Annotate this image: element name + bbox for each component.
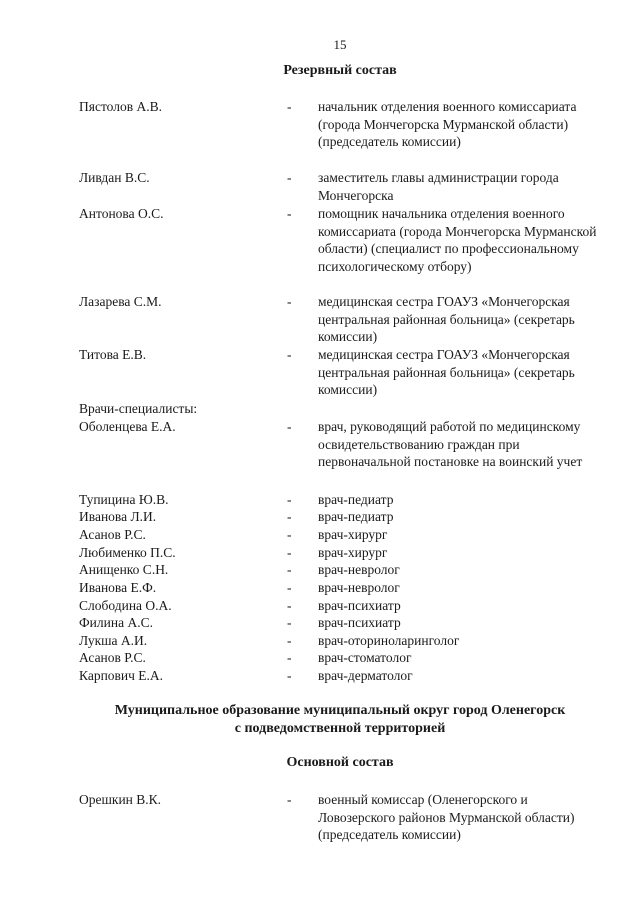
dash-separator: - xyxy=(287,294,292,309)
municipality-heading: Муниципальное образование муниципальный округ город Оленегорск xyxy=(114,703,566,718)
doctor-name: Лукша А.И. xyxy=(79,633,148,648)
doctor-name: Асанов Р.С. xyxy=(79,650,146,665)
member-name: Пястолов А.В. xyxy=(79,99,162,114)
doctor-role: врач, руководящий работой по медицинскому освидетельствованию граждан при первоначальной постановке на воинский учет xyxy=(318,419,583,470)
doctor-name: Слободина О.А. xyxy=(79,598,172,613)
member-role: медицинская сестра ГОАУЗ «Мончегорская центральная районная больница» (секретарь комиссии) xyxy=(318,294,575,345)
member-name: Титова Е.В. xyxy=(79,347,147,362)
doctor-role: врач-оториноларинголог xyxy=(318,633,460,648)
doctor-name: Иванова Е.Ф. xyxy=(79,580,157,595)
dash-separator: - xyxy=(287,562,292,577)
doctor-name: Иванова Л.И. xyxy=(79,509,157,524)
dash-separator: - xyxy=(287,206,292,221)
dash-separator: - xyxy=(287,650,292,665)
doctor-role: врач-хирург xyxy=(318,545,388,560)
member-name: Антонова О.С. xyxy=(79,206,164,221)
dash-separator: - xyxy=(287,598,292,613)
doctor-role: врач-невролог xyxy=(318,562,400,577)
doctor-name: Любименко П.С. xyxy=(79,545,176,560)
dash-separator: - xyxy=(287,792,292,807)
member-role: заместитель главы администрации города Мончегорска xyxy=(318,170,559,203)
dash-separator: - xyxy=(287,347,292,362)
dash-separator: - xyxy=(287,668,292,683)
doctor-role: врач-хирург xyxy=(318,527,388,542)
member-name: Орешкин В.К. xyxy=(79,792,162,807)
doctor-name: Анищенко С.Н. xyxy=(79,562,169,577)
dash-separator: - xyxy=(287,170,292,185)
doctor-role: врач-педиатр xyxy=(318,492,394,507)
dash-separator: - xyxy=(287,492,292,507)
member-name: Ливдан В.С. xyxy=(79,170,150,185)
dash-separator: - xyxy=(287,615,292,630)
doctor-name: Асанов Р.С. xyxy=(79,527,146,542)
doctors-label: Врачи-специалисты: xyxy=(79,401,198,416)
dash-separator: - xyxy=(287,527,292,542)
doctor-name: Филина А.С. xyxy=(79,615,153,630)
doctor-role: врач-дерматолог xyxy=(318,668,413,683)
dash-separator: - xyxy=(287,509,292,524)
doctor-role: врач-психиатр xyxy=(318,615,401,630)
member-role: начальник отделения военного комиссариата (города Мончегорска Мурманской области) (председатель комиссии) xyxy=(318,99,577,150)
member-role: медицинская сестра ГОАУЗ «Мончегорская центральная районная больница» (секретарь комиссии) xyxy=(318,347,575,398)
doctor-name: Оболенцева Е.А. xyxy=(79,419,176,434)
dash-separator: - xyxy=(287,419,292,434)
reserve-heading: Резервный состав xyxy=(283,63,397,78)
dash-separator: - xyxy=(287,580,292,595)
doctor-role: врач-педиатр xyxy=(318,509,394,524)
member-name: Лазарева С.М. xyxy=(79,294,162,309)
member-role: помощник начальника отделения военного комиссариата (города Мончегорска Мурманской области) (специалист по профессиональному психологическому отбору) xyxy=(318,206,597,274)
member-role: военный комиссар (Оленегорского и Ловозерского районов Мурманской области) (председатель комиссии) xyxy=(318,792,575,843)
page-number: 15 xyxy=(333,37,347,52)
dash-separator: - xyxy=(287,633,292,648)
municipality-heading-line2: с подведомственной территорией xyxy=(234,721,446,736)
doctor-name: Тупицина Ю.В. xyxy=(79,492,169,507)
doctor-name: Карпович Е.А. xyxy=(79,668,164,683)
dash-separator: - xyxy=(287,99,292,114)
doctor-role: врач-невролог xyxy=(318,580,400,595)
dash-separator: - xyxy=(287,545,292,560)
doctor-role: врач-психиатр xyxy=(318,598,401,613)
doctor-role: врач-стоматолог xyxy=(318,650,412,665)
main-composition-heading: Основной состав xyxy=(286,755,394,770)
